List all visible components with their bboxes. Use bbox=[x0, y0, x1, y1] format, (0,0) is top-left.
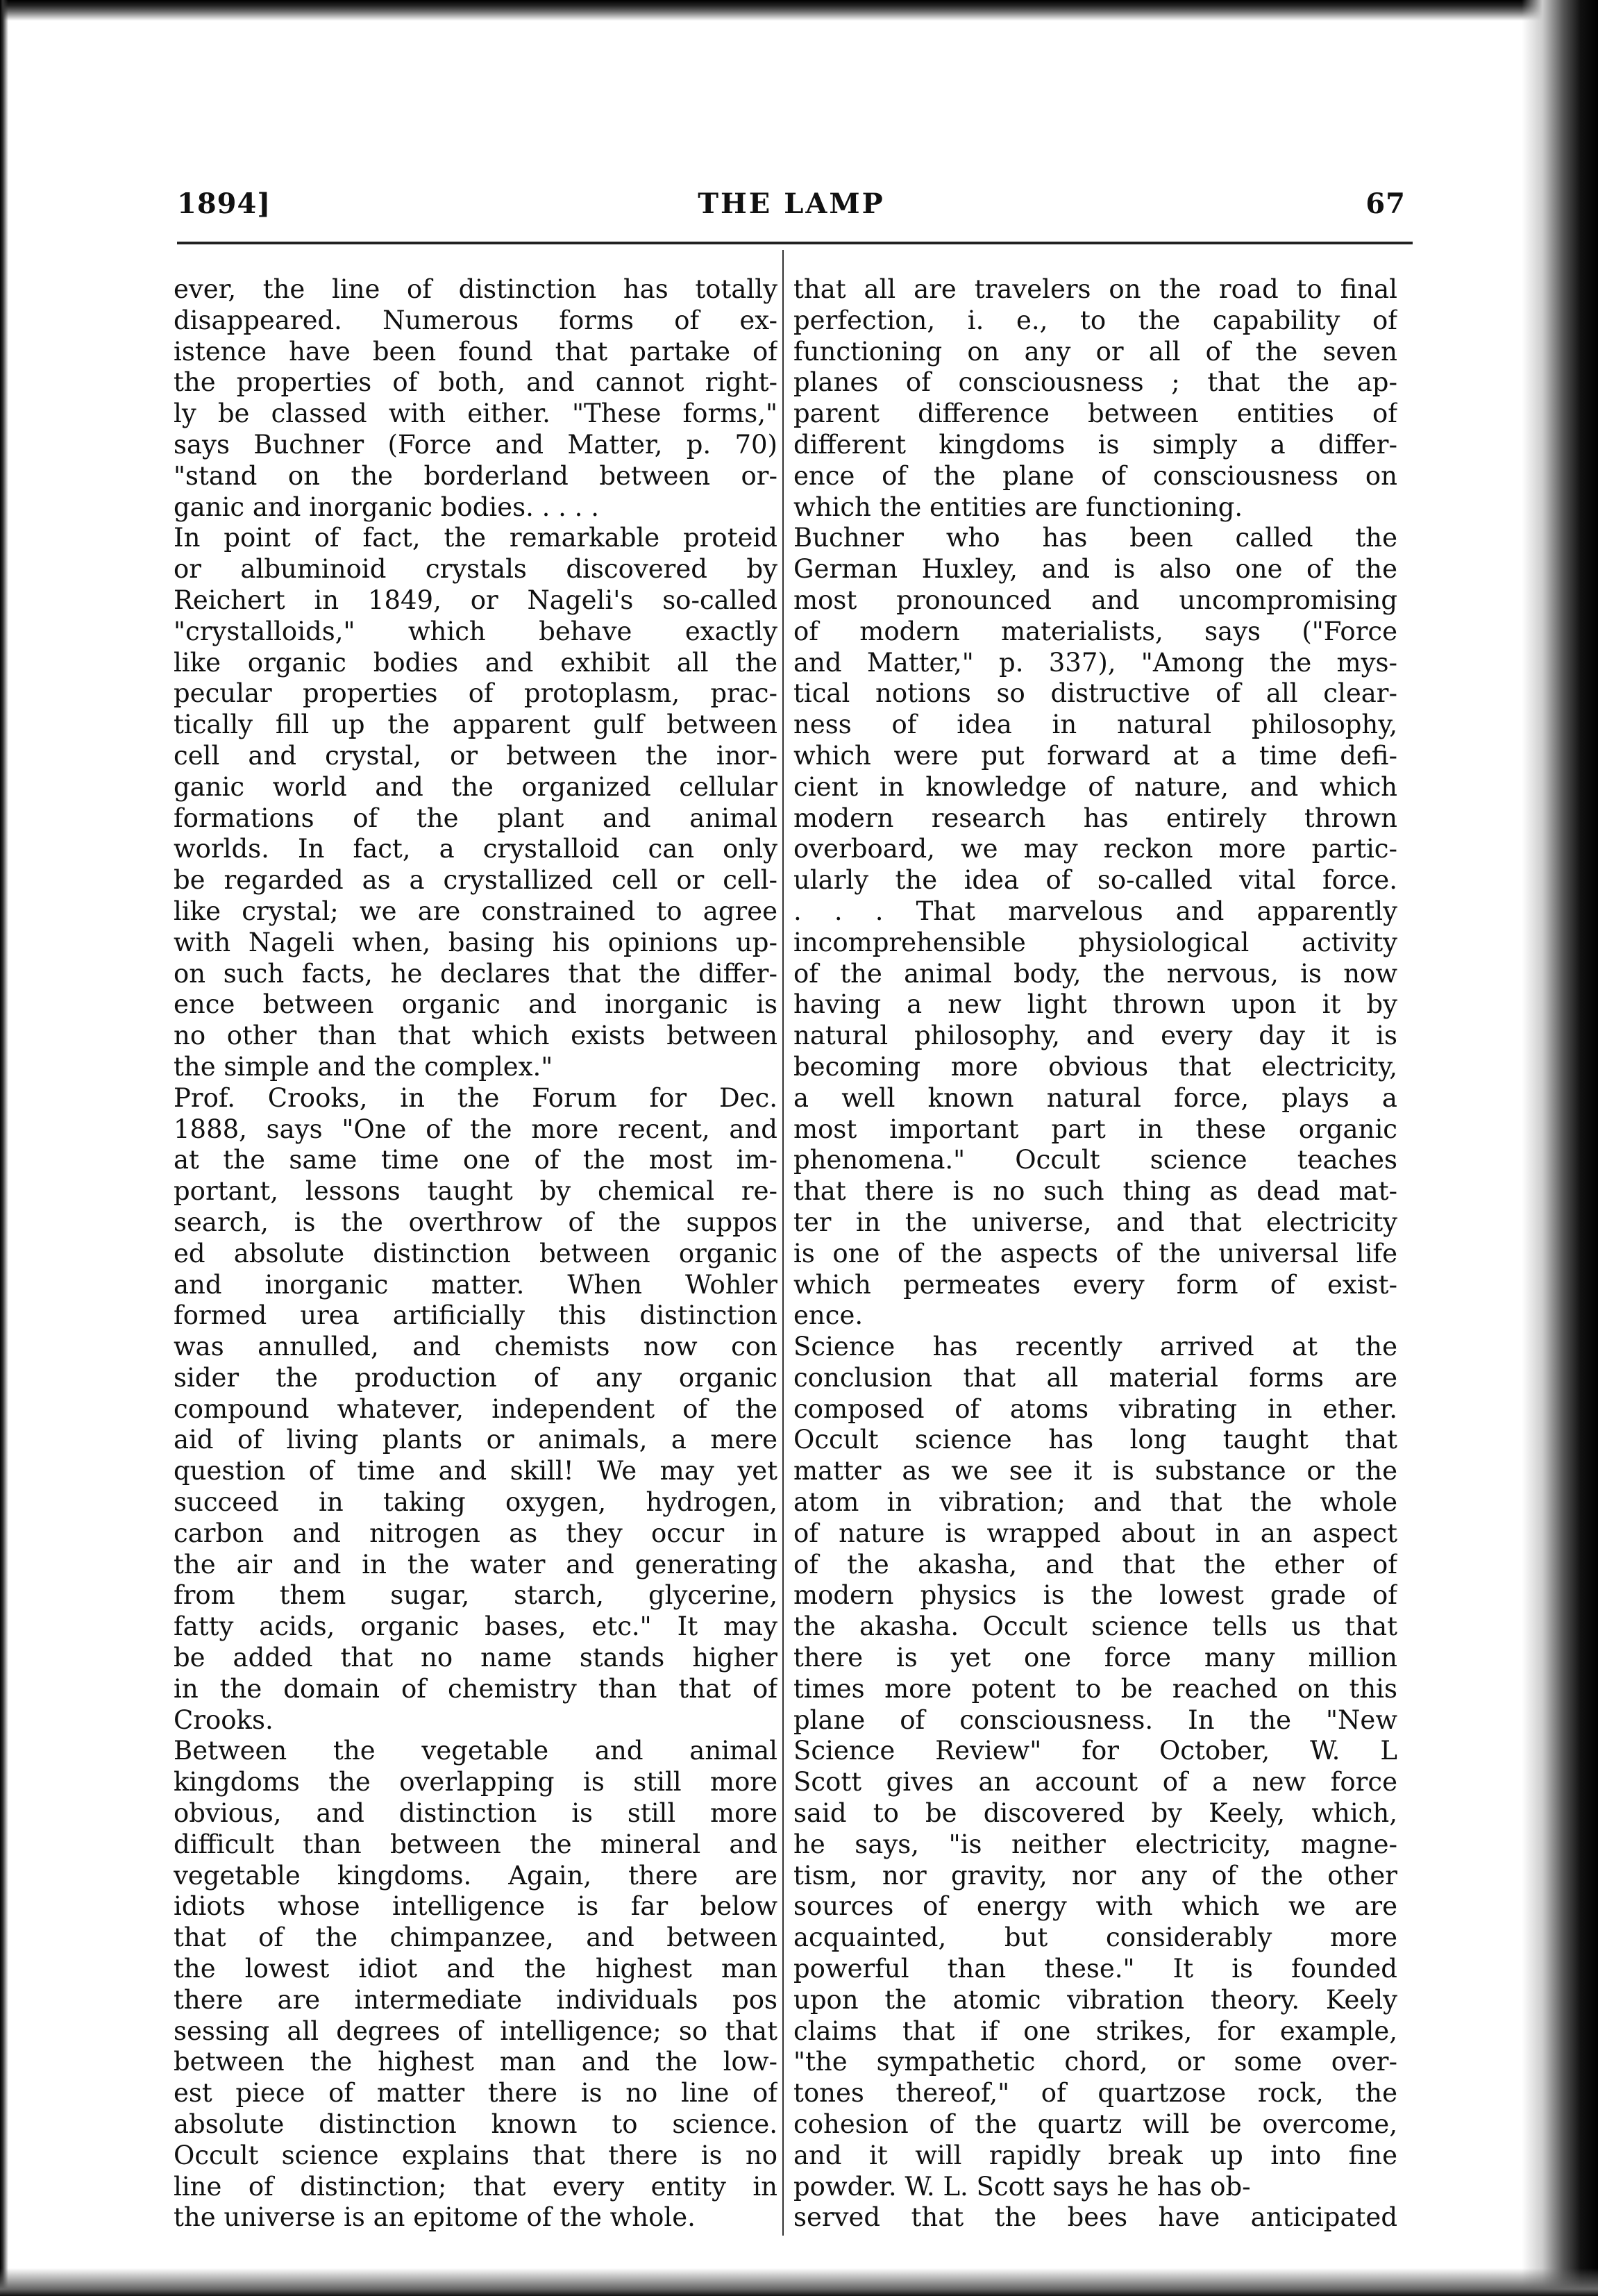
text-line: vegetable kingdoms. Again, there are bbox=[174, 1860, 777, 1891]
text-line: overboard, we may reckon more partic- bbox=[793, 834, 1397, 864]
text-line: atom in vibration; and that the whole bbox=[793, 1487, 1397, 1518]
text-line: of nature is wrapped about in an aspect bbox=[793, 1518, 1397, 1548]
text-line: compound whatever, independent of the bbox=[174, 1393, 777, 1424]
text-line: claims that if one strikes, for example, bbox=[793, 2016, 1397, 2046]
header-rule bbox=[177, 242, 1413, 244]
text-line: in the domain of chemistry than that of bbox=[174, 1673, 777, 1704]
text-line: of the animal body, the nervous, is now bbox=[793, 958, 1397, 989]
text-line: sources of energy with which we are bbox=[793, 1891, 1397, 1922]
text-line: In point of fact, the remarkable proteid bbox=[174, 523, 777, 553]
text-line: different kingdoms is simply a differ- bbox=[793, 429, 1397, 460]
text-line: . . . That marvelous and apparently bbox=[793, 896, 1397, 926]
text-line: cient in knowledge of nature, and which bbox=[793, 771, 1397, 802]
text-line: powder. W. L. Scott says he has ob- bbox=[793, 2171, 1251, 2202]
text-line: Occult science explains that there is no bbox=[174, 2140, 777, 2170]
text-line: tism, nor gravity, nor any of the other bbox=[793, 1860, 1397, 1891]
text-line: phenomena." Occult science teaches bbox=[793, 1145, 1397, 1175]
header-year: 1894] bbox=[177, 187, 271, 220]
text-line: ness of idea in natural philosophy, bbox=[793, 710, 1397, 740]
text-line: modern research has entirely thrown bbox=[793, 803, 1397, 833]
text-line: between the highest man and the low- bbox=[174, 2047, 777, 2077]
text-line: times more potent to be reached on this bbox=[793, 1673, 1397, 1704]
text-line: search, is the overthrow of the suppos bbox=[174, 1207, 777, 1237]
text-line: ganic and inorganic bodies. . . . . bbox=[174, 492, 599, 522]
text-line: like organic bodies and exhibit all the bbox=[174, 647, 777, 678]
text-line: 1888, says "One of the more recent, and bbox=[174, 1114, 777, 1144]
text-line: formed urea artificially this distinction bbox=[174, 1300, 777, 1331]
text-line: absolute distinction known to science. bbox=[174, 2109, 777, 2140]
text-line: acquainted, but considerably more bbox=[793, 1922, 1397, 1953]
text-line: formations of the plant and animal bbox=[174, 803, 777, 833]
text-line: the akasha. Occult science tells us that bbox=[793, 1611, 1397, 1642]
text-line: disappeared. Numerous forms of ex- bbox=[174, 305, 777, 335]
text-line: that of the chimpanzee, and between bbox=[174, 1922, 777, 1953]
text-line: line of distinction; that every entity in bbox=[174, 2171, 777, 2202]
text-line: the simple and the complex." bbox=[174, 1051, 553, 1082]
text-line: which permeates every form of exist- bbox=[793, 1269, 1397, 1300]
text-line: from them sugar, starch, glycerine, bbox=[174, 1580, 777, 1611]
text-line: he says, "is neither electricity, magne- bbox=[793, 1829, 1397, 1859]
text-line: sider the production of any organic bbox=[174, 1362, 777, 1393]
text-line: like crystal; we are constrained to agree bbox=[174, 896, 777, 926]
text-line: ter in the universe, and that electricity bbox=[793, 1207, 1397, 1237]
text-line: or albuminoid crystals discovered by bbox=[174, 554, 777, 585]
text-line: most important part in these organic bbox=[793, 1114, 1397, 1144]
text-line: tical notions so distructive of all clear- bbox=[793, 678, 1397, 709]
text-line: istence have been found that partake of bbox=[174, 336, 777, 367]
text-line: natural philosophy, and every day it is bbox=[793, 1021, 1397, 1051]
text-line: that there is no such thing as dead mat- bbox=[793, 1176, 1397, 1207]
text-line: question of time and skill! We may yet bbox=[174, 1456, 777, 1486]
text-line: planes of consciousness ; that the ap- bbox=[793, 367, 1397, 398]
text-line: portant, lessons taught by chemical re- bbox=[174, 1176, 777, 1207]
text-line: Crooks. bbox=[174, 1704, 274, 1735]
text-line: there are intermediate individuals pos bbox=[174, 1984, 777, 2015]
text-line: ence between organic and inorganic is bbox=[174, 989, 777, 1020]
text-line: the lowest idiot and the highest man bbox=[174, 1954, 777, 1984]
text-line: "the sympathetic chord, or some over- bbox=[793, 2047, 1397, 2077]
text-line: conclusion that all material forms are bbox=[793, 1362, 1397, 1393]
text-line: ed absolute distinction between organic bbox=[174, 1238, 777, 1268]
text-line: ence of the plane of consciousness on bbox=[793, 460, 1397, 491]
text-line: and Matter," p. 337), "Among the mys- bbox=[793, 647, 1397, 678]
text-line: composed of atoms vibrating in ether. bbox=[793, 1393, 1397, 1424]
text-line: that all are travelers on the road to final bbox=[793, 274, 1397, 304]
text-line: of the akasha, and that the ether of bbox=[793, 1549, 1397, 1579]
text-line: no other than that which exists between bbox=[174, 1021, 777, 1051]
text-line: aid of living plants or animals, a mere bbox=[174, 1425, 777, 1455]
text-line: plane of consciousness. In the "New bbox=[793, 1704, 1397, 1735]
scan-edge-bottom bbox=[0, 2268, 1598, 2296]
text-line: Buchner who has been called the bbox=[793, 523, 1397, 553]
text-line: the air and in the water and generating bbox=[174, 1549, 777, 1579]
text-line: Science Review" for October, W. L bbox=[793, 1736, 1397, 1766]
text-line: there is yet one force many million bbox=[793, 1643, 1397, 1673]
text-line: the properties of both, and cannot right- bbox=[174, 367, 777, 398]
text-line: obvious, and distinction is still more bbox=[174, 1798, 777, 1829]
text-line: be regarded as a crystallized cell or cell- bbox=[174, 865, 777, 896]
text-line: perfection, i. e., to the capability of bbox=[793, 305, 1397, 335]
text-line: difficult than between the mineral and bbox=[174, 1829, 777, 1859]
text-line: ularly the idea of so-called vital force. bbox=[793, 865, 1397, 896]
text-line: matter as we see it is substance or the bbox=[793, 1456, 1397, 1486]
header-title: THE LAMP bbox=[698, 187, 885, 220]
text-line: sessing all degrees of intelligence; so that bbox=[174, 2016, 777, 2046]
text-line: says Buchner (Force and Matter, p. 70) bbox=[174, 429, 777, 460]
scan-edge-right bbox=[1522, 0, 1598, 2296]
left-column bbox=[174, 274, 777, 2233]
text-line: Science has recently arrived at the bbox=[793, 1332, 1397, 1362]
text-line: is one of the aspects of the universal life bbox=[793, 1238, 1397, 1268]
text-line: upon the atomic vibration theory. Keely bbox=[793, 1984, 1397, 2015]
text-line: Occult science has long taught that bbox=[793, 1425, 1397, 1455]
text-line: which the entities are functioning. bbox=[793, 492, 1243, 522]
text-line: fatty acids, organic bases, etc." It may bbox=[174, 1611, 777, 1642]
text-line: most pronounced and uncompromising bbox=[793, 585, 1397, 615]
scan-edge-left bbox=[0, 0, 8, 2296]
header-page-number: 67 bbox=[1365, 187, 1406, 220]
text-line: "crystalloids," which behave exactly bbox=[174, 616, 777, 646]
text-line: est piece of matter there is no line of bbox=[174, 2078, 777, 2109]
text-line: Prof. Crooks, in the Forum for Dec. bbox=[174, 1082, 777, 1113]
text-line: having a new light thrown upon it by bbox=[793, 989, 1397, 1020]
scan-edge-top bbox=[0, 0, 1598, 21]
text-line: served that the bees have anticipated bbox=[793, 2202, 1397, 2233]
text-line: incomprehensible physiological activity bbox=[793, 927, 1397, 957]
text-line: ever, the line of distinction has totally bbox=[174, 274, 777, 304]
text-line: with Nageli when, basing his opinions up- bbox=[174, 927, 777, 957]
text-line: and inorganic matter. When Wohler bbox=[174, 1269, 777, 1300]
text-line: ly be classed with either. "These forms," bbox=[174, 399, 777, 429]
text-line: Scott gives an account of a new force bbox=[793, 1767, 1397, 1798]
text-line: German Huxley, and is also one of the bbox=[793, 554, 1397, 585]
text-line: kingdoms the overlapping is still more bbox=[174, 1767, 777, 1798]
text-line: was annulled, and chemists now con bbox=[174, 1332, 777, 1362]
text-line: tones thereof," of quartzose rock, the bbox=[793, 2078, 1397, 2109]
text-line: Between the vegetable and animal bbox=[174, 1736, 777, 1766]
text-line: modern physics is the lowest grade of bbox=[793, 1580, 1397, 1611]
text-line: powerful than these." It is founded bbox=[793, 1954, 1397, 1984]
text-line: "stand on the borderland between or- bbox=[174, 460, 777, 491]
text-line: which were put forward at a time defi- bbox=[793, 740, 1397, 771]
text-line: ence. bbox=[793, 1300, 864, 1331]
text-line: parent difference between entities of bbox=[793, 399, 1397, 429]
text-line: the universe is an epitome of the whole. bbox=[174, 2202, 696, 2233]
text-line: be added that no name stands higher bbox=[174, 1643, 777, 1673]
text-line: becoming more obvious that electricity, bbox=[793, 1051, 1397, 1082]
text-line: cell and crystal, or between the inor- bbox=[174, 740, 777, 771]
text-line: functioning on any or all of the seven bbox=[793, 336, 1397, 367]
text-line: and it will rapidly break up into fine bbox=[793, 2140, 1397, 2170]
text-line: idiots whose intelligence is far below bbox=[174, 1891, 777, 1922]
text-line: cohesion of the quartz will be overcome, bbox=[793, 2109, 1397, 2140]
text-line: carbon and nitrogen as they occur in bbox=[174, 1518, 777, 1548]
text-line: ganic world and the organized cellular bbox=[174, 771, 777, 802]
page-header bbox=[177, 187, 1406, 229]
text-line: tically fill up the apparent gulf between bbox=[174, 710, 777, 740]
text-line: Reichert in 1849, or Nageli's so-called bbox=[174, 585, 777, 615]
text-line: worlds. In fact, a crystalloid can only bbox=[174, 834, 777, 864]
text-line: succeed in taking oxygen, hydrogen, bbox=[174, 1487, 777, 1518]
text-line: of modern materialists, says ("Force bbox=[793, 616, 1397, 646]
text-line: a well known natural force, plays a bbox=[793, 1082, 1397, 1113]
column-divider bbox=[782, 250, 784, 2236]
text-line: pecular properties of protoplasm, prac- bbox=[174, 678, 777, 709]
right-column bbox=[793, 274, 1397, 2233]
text-line: on such facts, he declares that the differ- bbox=[174, 958, 777, 989]
text-line: at the same time one of the most im- bbox=[174, 1145, 777, 1175]
text-line: said to be discovered by Keely, which, bbox=[793, 1798, 1397, 1829]
